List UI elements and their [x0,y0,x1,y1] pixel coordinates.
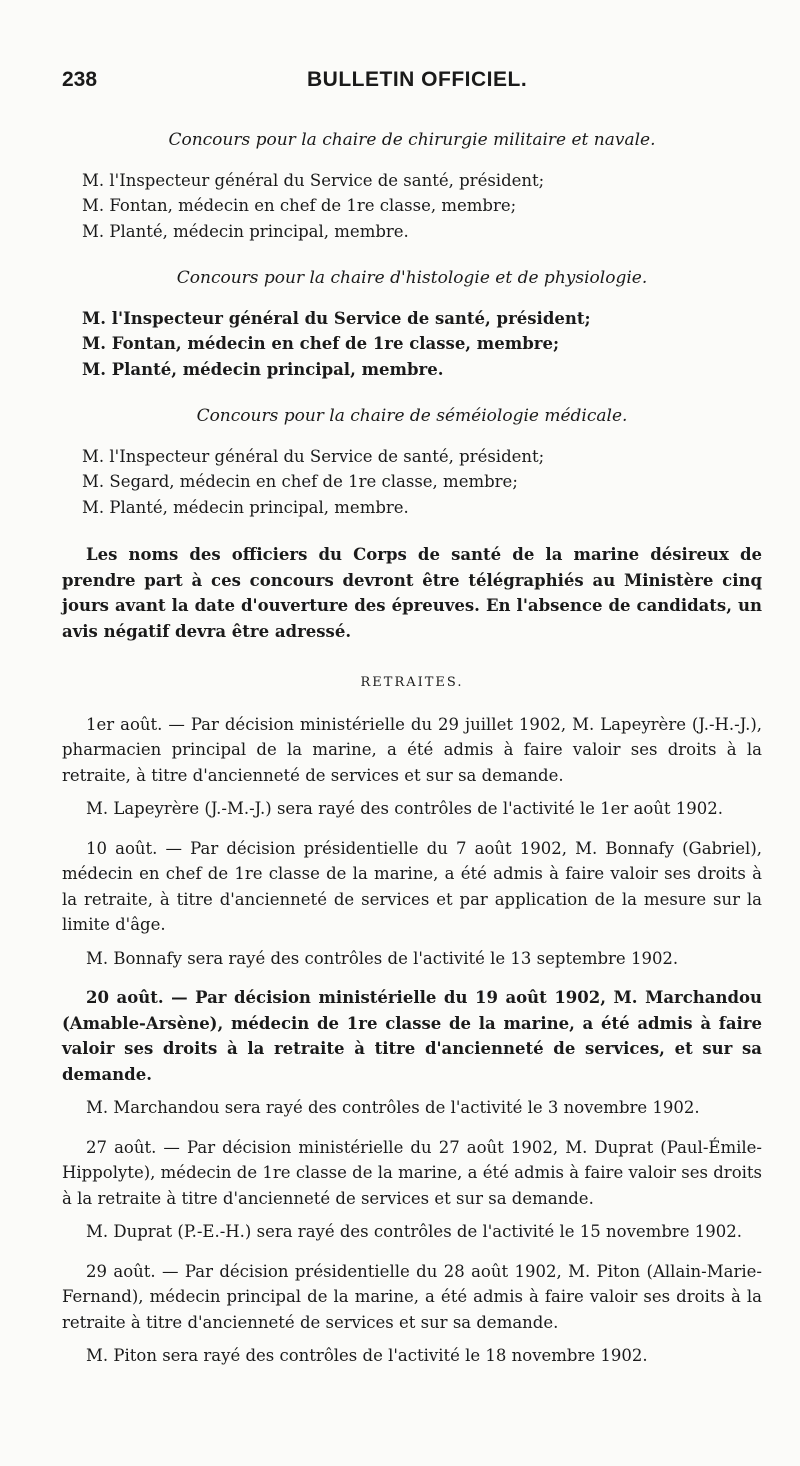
retraite-entry [62,712,762,822]
retraite-decision: 20 août. — Par décision ministérielle du 19 août 1902, M. Marchandou (Amable-Arsène), médecin de 1re classe de la marine, a été admis à faire valoir ses droits à la retraite à titre d'ancienneté de services, et sur sa demande. [62,988,762,1084]
page-header [62,68,730,104]
jury-member: M. Planté, médecin principal, membre. [82,497,409,517]
concours-title: Concours pour la chaire de chirurgie militaire et navale. [168,130,656,150]
jury-member: M. l'Inspecteur général du Service de santé, président; [82,308,591,328]
jury-member: M. Fontan, médecin en chef de 1re classe, membre; [82,334,560,353]
retraite-entry [62,836,762,972]
jury-member: M. Segard, médecin en chef de 1re classe, membre; [82,472,518,491]
retraite-followup: M. Lapeyrère (J.-M.-J.) sera rayé des contrôles de l'activité le 1er août 1902. [86,799,724,818]
retraites-title: RETRAITES. [360,675,464,690]
retraite-decision: 27 août. — Par décision ministérielle du 27 août 1902, M. Duprat (Paul-Émile-Hippolyte), médecin de 1re classe de la marine, a été admis à faire valoir ses droits à la retraite à titre d'ancienneté de services et sur sa demande. [62,1137,762,1208]
running-title: BULLETIN OFFICIEL. [307,68,528,91]
concours-title: Concours pour la chaire de séméiologie médicale. [196,406,628,426]
retraite-entry [62,985,762,1121]
retraite-entry [62,1259,762,1369]
jury-member: M. Fontan, médecin en chef de 1re classe, membre; [82,196,517,215]
concours-section-1 [62,128,762,244]
retraite-entry [62,1135,762,1245]
page-number: 238 [62,68,98,91]
concours-title: Concours pour la chaire d'histologie et de physiologie. [176,268,648,288]
retraite-followup: M. Bonnafy sera rayé des contrôles de l'activité le 13 septembre 1902. [86,948,679,968]
page-content [62,100,762,1369]
retraite-followup: M. Piton sera rayé des contrôles de l'activité le 18 novembre 1902. [86,1346,648,1365]
jury-member: M. l'Inspecteur général du Service de santé, président; [82,446,545,466]
retraite-decision: 1er août. — Par décision ministérielle du 29 juillet 1902, M. Lapeyrère (J.-H.-J.), pharmacien principal de la marine, a été admis à faire valoir ses droits à la retraite, à titre d'ancienneté de services et sur sa demande. [62,714,762,785]
concours-notice: Les noms des officiers du Corps de santé de la marine désireux de prendre part à ces concours devront être télégraphiés au Ministère cinq jours avant la date d'ouverture des épreuves. En l'absence de candidats, un avis négatif devra être adressé. [62,545,762,641]
jury-member: M. l'Inspecteur général du Service de santé, président; [82,170,545,190]
retraite-followup: M. Duprat (P.-E.-H.) sera rayé des contrôles de l'activité le 15 novembre 1902. [86,1222,743,1241]
retraite-decision: 29 août. — Par décision présidentielle du 28 août 1902, M. Piton (Allain-Marie-Fernand), médecin principal de la marine, a été admis à faire valoir ses droits à la retraite à titre d'ancienneté de services et sur sa demande. [62,1261,762,1332]
retraite-decision: 10 août. — Par décision présidentielle du 7 août 1902, M. Bonnafy (Gabriel), médecin en chef de 1re classe de la marine, a été admis à faire valoir ses droits à la retraite, à titre d'ancienneté de services et par application de la mesure sur la limite d'âge. [62,838,762,934]
retraite-followup: M. Marchandou sera rayé des contrôles de l'activité le 3 novembre 1902. [86,1098,700,1117]
jury-member: M. Planté, médecin principal, membre. [82,359,444,379]
concours-section-2 [62,266,762,382]
concours-section-3 [62,404,762,520]
jury-member: M. Planté, médecin principal, membre. [82,221,409,241]
